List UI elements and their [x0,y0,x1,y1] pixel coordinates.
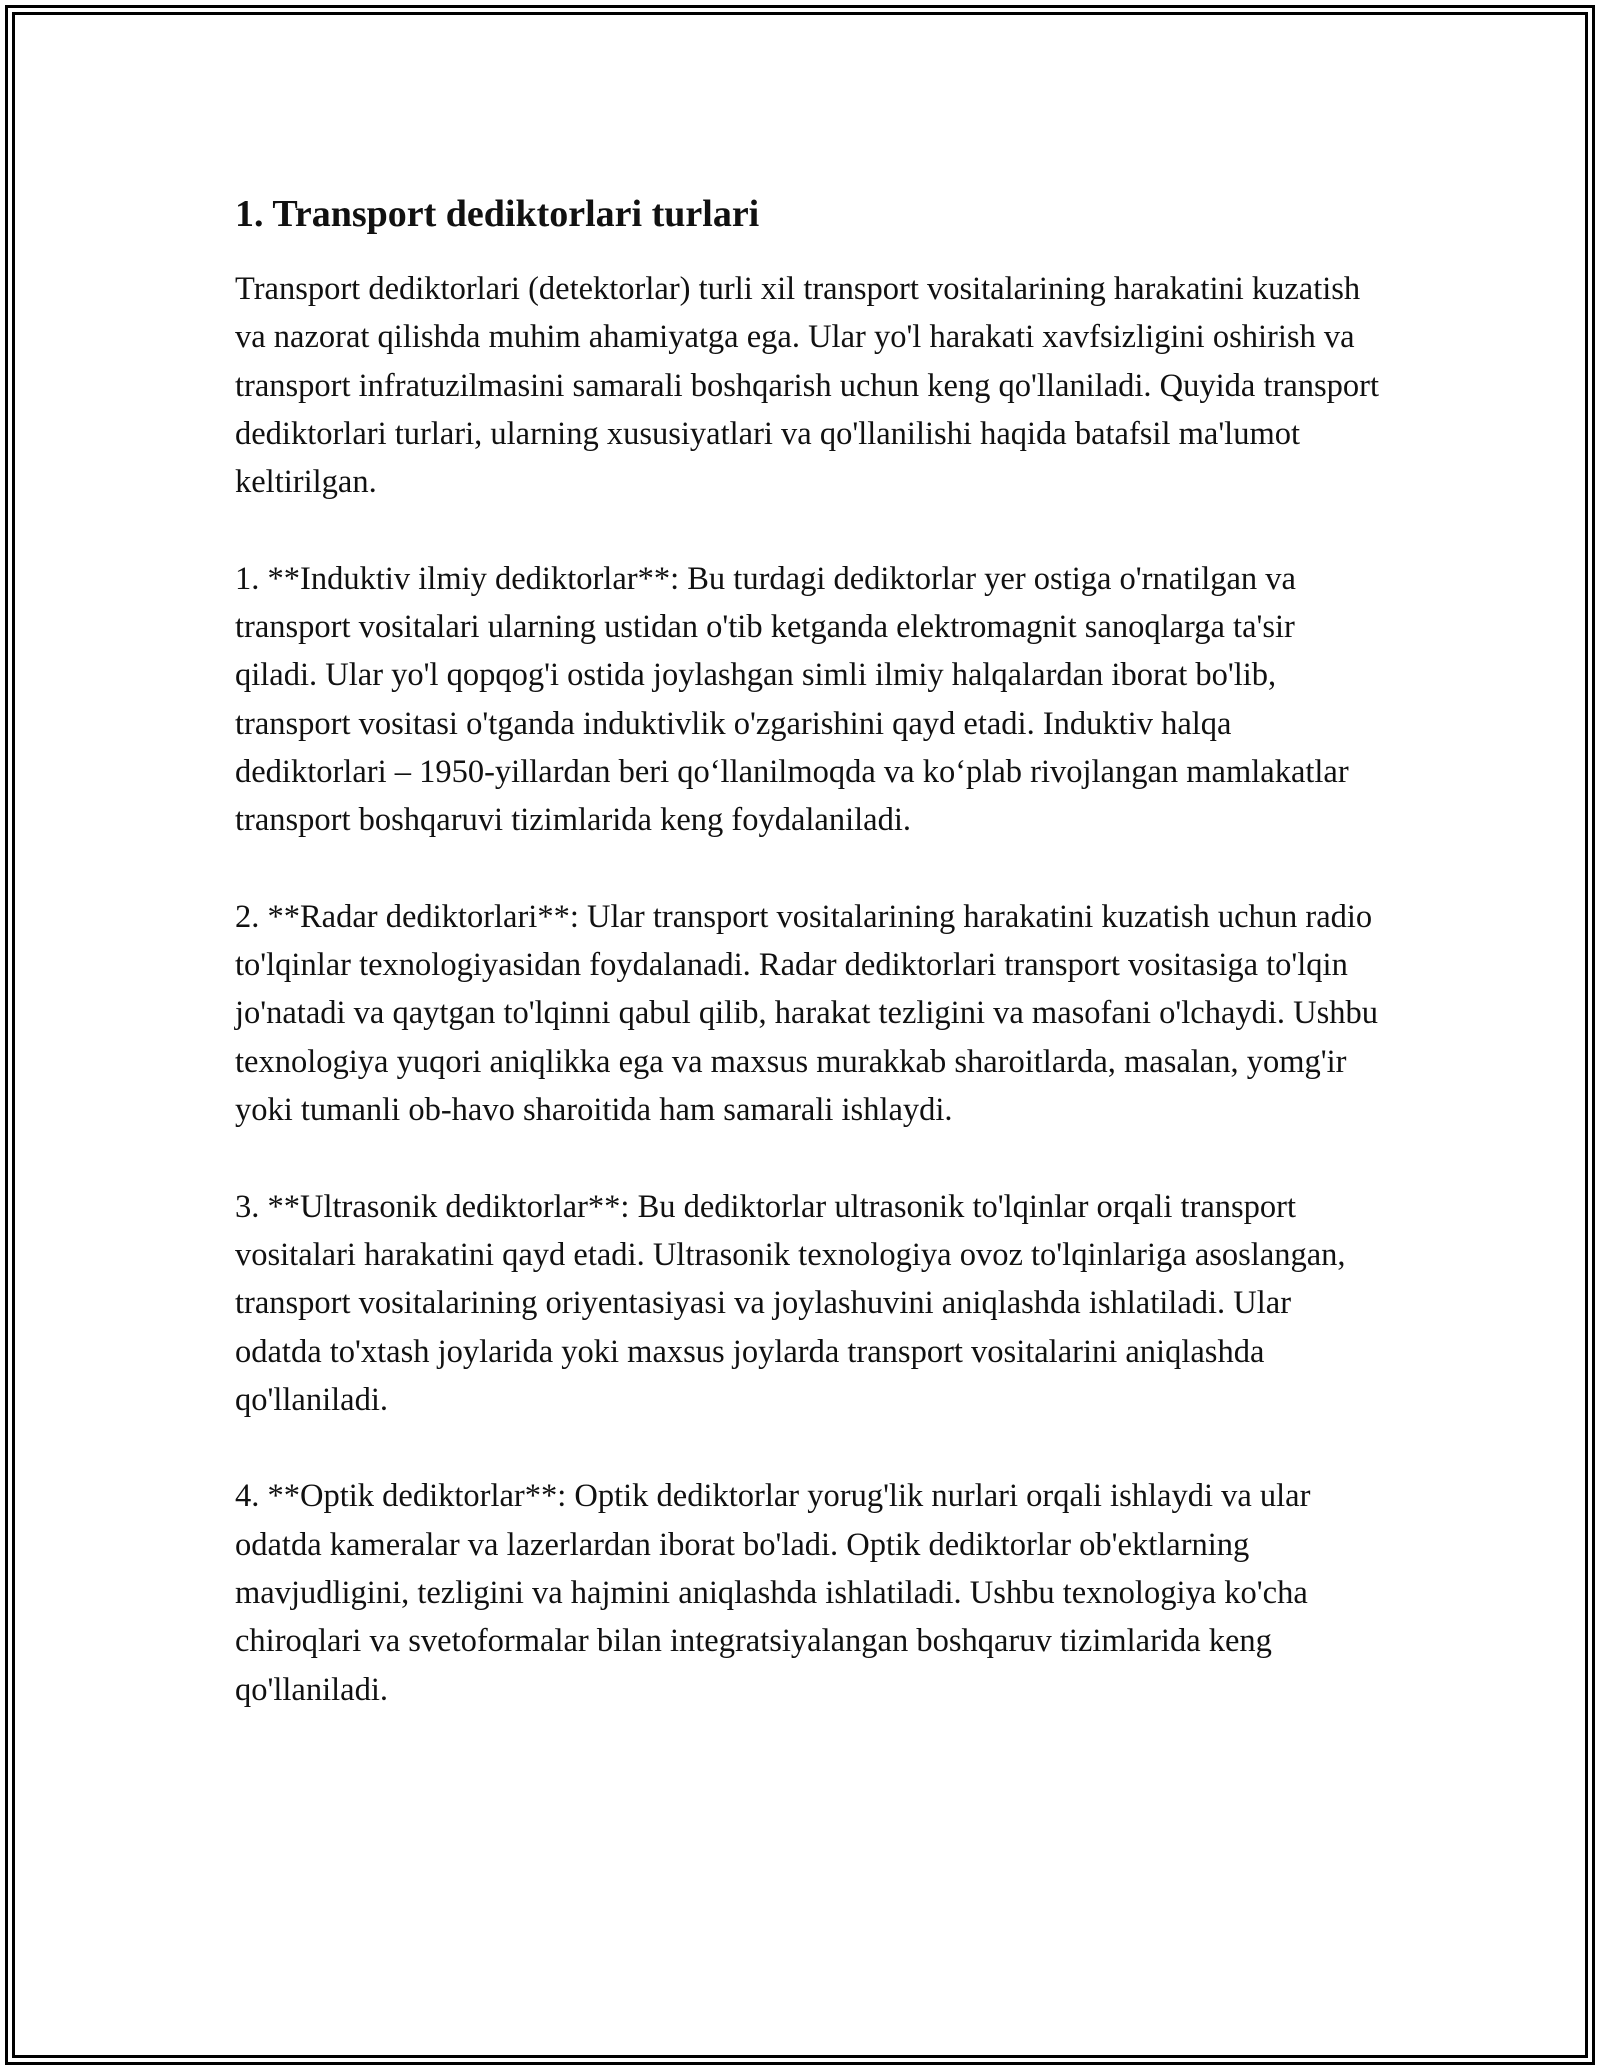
document-body [235,185,1385,1762]
paragraph-optical-detectors: 4. **Optik dediktorlar**: Optik dediktorlar yorug'lik nurlari orqali ishlaydi va ular odatda kameralar va lazerlardan iborat bo'ladi. Optik dediktorlar ob'ektlarning mavjudligini, tezligini va hajmini aniqlashda ishlatiladi. Ushbu texnologiya ko'cha chiroqlari va svetoformalar bilan integratsiyalangan boshqaruv tizimlarida keng qo'llaniladi. [235,1478,1311,1708]
paragraph-inductive-detectors: 1. **Induktiv ilmiy dediktorlar**: Bu turdagi dediktorlar yer ostiga o'rnatilgan va transport vositalari ularning ustidan o'tib ketganda elektromagnit sanoqlarga ta'sir qiladi. Ular yo'l qopqog'i ostida joylashgan simli ilmiy halqalardan iborat bo'lib, transport vositasi o'tganda induktivlik o'zgarishini qayd etadi. Induktiv halqa dediktorlari – 1950-yillardan beri qo‘llanilmoqda va ko‘plab rivojlangan mamlakatlar transport boshqaruvi tizimlarida keng foydalaniladi. [235,560,1349,839]
document-title: 1. Transport dediktorlari turlari [235,193,760,235]
paragraph-radar-detectors: 2. **Radar dediktorlari**: Ular transport vositalarining harakatini kuzatish uchun radio to'lqinlar texnologiyasidan foydalanadi. Radar dediktorlari transport vositasiga to'lqin jo'natadi va qaytgan to'lqinni qabul qilib, harakat tezligini va masofani o'lchaydi. Ushbu texnologiya yuqori aniqlikka ega va maxsus murakkab sharoitlarda, masalan, yomg'ir yoki tumanli ob-havo sharoitida ham samarali ishlaydi. [235,898,1379,1129]
paragraph-ultrasonic-detectors: 3. **Ultrasonik dediktorlar**: Bu dediktorlar ultrasonik to'lqinlar orqali transport vositalari harakatini qayd etadi. Ultrasonik texnologiya ovoz to'lqinlariga asoslangan, transport vositalarining oriyentasiyasi va joylashuvini aniqlashda ishlatiladi. Ular odatda to'xtash joylarida yoki maxsus joylarda transport vositalarini aniqlashda qo'llaniladi. [235,1188,1346,1418]
intro-paragraph: Transport dediktorlari (detektorlar) turli xil transport vositalarining harakatini kuzatish va nazorat qilishda muhim ahamiyatga ega. Ular yo'l harakati xavfsizligini oshirish va transport infratuzilmasini samarali boshqarish uchun keng qo'llaniladi. Quyida transport dediktorlari turlari, ularning xususiyatlari va qo'llanilishi haqida batafsil ma'lumot keltirilgan. [235,271,1379,501]
